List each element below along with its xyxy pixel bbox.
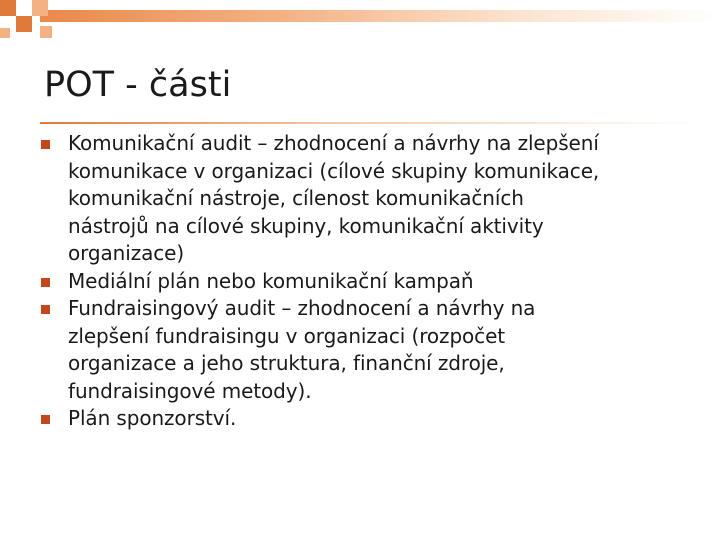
checker-square-2 xyxy=(16,16,32,32)
band-stripe xyxy=(40,10,720,22)
bullet-text-line: Plán sponzorství. xyxy=(68,406,237,430)
bullet-list xyxy=(38,130,698,433)
bullet-text-line: organizace a jeho struktura, finanční zdroje, xyxy=(68,351,505,375)
bullet-text-line: Komunikační audit – zhodnocení a návrhy na zlepšení xyxy=(68,131,599,155)
bullet-text-line: komunikační nástroje, cílenost komunikačních xyxy=(68,186,524,210)
checker-square-4 xyxy=(0,28,10,38)
bullet-text-line: Mediální plán nebo komunikační kampaň xyxy=(68,268,474,293)
title-divider xyxy=(40,122,700,124)
bullet-text-line: nástrojů na cílové skupiny, komunikační aktivity xyxy=(68,213,544,238)
slide-title: POT - části xyxy=(44,65,232,105)
checker-square-1 xyxy=(0,0,16,16)
bullet-item-3 xyxy=(38,295,698,405)
bullet-item-1 xyxy=(38,130,698,268)
checker-square-5 xyxy=(40,26,52,38)
bullet-item-4 xyxy=(38,405,698,433)
bullet-text-line: fundraisingové metody). xyxy=(68,378,312,403)
decorative-checker-band xyxy=(0,0,720,44)
checker-square-3 xyxy=(32,0,48,16)
bullet-text-line: Fundraisingový audit – zhodnocení a návrhy na xyxy=(68,296,536,320)
bullet-text-line: komunikace v organizaci (cílové skupiny komunikace, xyxy=(68,158,600,183)
square-bullet-icon xyxy=(41,278,50,287)
square-bullet-icon xyxy=(41,305,50,314)
bullet-text-line: zlepšení fundraisingu v organizaci (rozpočet xyxy=(68,323,506,348)
bullet-item-2 xyxy=(38,268,698,296)
square-bullet-icon xyxy=(41,140,50,149)
bullet-text-line: organizace) xyxy=(68,241,185,265)
square-bullet-icon xyxy=(41,415,50,424)
